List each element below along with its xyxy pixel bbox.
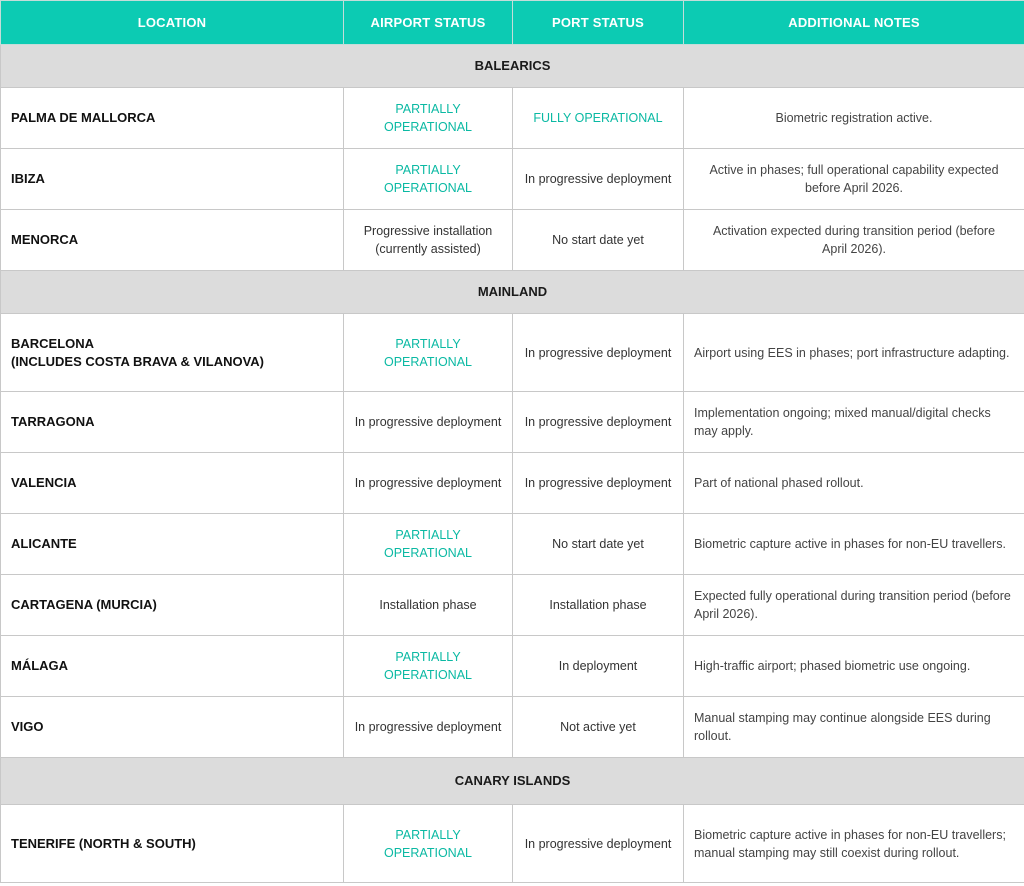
airport-status-cell: PARTIALLY OPERATIONAL <box>344 636 513 697</box>
airport-status-cell: PARTIALLY OPERATIONAL <box>344 88 513 149</box>
section-row-canary-islands <box>1 758 1024 805</box>
table-row <box>1 210 1024 271</box>
airport-status-cell: In progressive deployment <box>344 392 513 453</box>
column-header-additional-notes: ADDITIONAL NOTES <box>684 1 1024 45</box>
table-row <box>1 88 1024 149</box>
airport-status-cell: PARTIALLY OPERATIONAL <box>344 149 513 210</box>
port-status-cell: In deployment <box>513 636 684 697</box>
airport-status-cell: PARTIALLY OPERATIONAL <box>344 314 513 392</box>
port-status-cell: No start date yet <box>513 514 684 575</box>
airport-status-cell: PARTIALLY OPERATIONAL <box>344 514 513 575</box>
location-cell: VALENCIA <box>1 453 344 514</box>
section-heading: CANARY ISLANDS <box>1 758 1024 805</box>
location-cell <box>1 314 344 392</box>
column-header-location: LOCATION <box>1 1 344 45</box>
airport-status-cell: PARTIALLY OPERATIONAL <box>344 805 513 883</box>
table-row <box>1 636 1024 697</box>
location-cell: CARTAGENA (MURCIA) <box>1 575 344 636</box>
notes-cell: Airport using EES in phases; port infrastructure adapting. <box>684 314 1024 392</box>
table-row <box>1 149 1024 210</box>
location-cell: IBIZA <box>1 149 344 210</box>
notes-cell: Expected fully operational during transition period (before April 2026). <box>684 575 1024 636</box>
table-row <box>1 453 1024 514</box>
port-status-cell: Not active yet <box>513 697 684 758</box>
column-header-port-status: PORT STATUS <box>513 1 684 45</box>
port-status-cell: In progressive deployment <box>513 149 684 210</box>
location-cell: TARRAGONA <box>1 392 344 453</box>
port-status-cell: In progressive deployment <box>513 314 684 392</box>
location-cell: VIGO <box>1 697 344 758</box>
section-heading: BALEARICS <box>1 45 1024 88</box>
airport-status-cell: In progressive deployment <box>344 453 513 514</box>
port-status-cell: In progressive deployment <box>513 453 684 514</box>
notes-cell: Active in phases; full operational capability expected before April 2026. <box>684 149 1024 210</box>
table-header-row <box>1 1 1024 45</box>
notes-cell: High-traffic airport; phased biometric use ongoing. <box>684 636 1024 697</box>
section-row-mainland <box>1 271 1024 314</box>
notes-cell: Biometric capture active in phases for non-EU travellers; manual stamping may still coexist during rollout. <box>684 805 1024 883</box>
notes-cell: Part of national phased rollout. <box>684 453 1024 514</box>
table-row <box>1 392 1024 453</box>
table-row <box>1 805 1024 883</box>
table-row <box>1 314 1024 392</box>
section-heading: MAINLAND <box>1 271 1024 314</box>
location-cell: TENERIFE (NORTH & SOUTH) <box>1 805 344 883</box>
airport-status-cell: Progressive installation (currently assisted) <box>344 210 513 271</box>
notes-cell: Biometric registration active. <box>684 88 1024 149</box>
notes-cell: Implementation ongoing; mixed manual/digital checks may apply. <box>684 392 1024 453</box>
location-cell: ALICANTE <box>1 514 344 575</box>
port-status-cell: In progressive deployment <box>513 392 684 453</box>
port-status-cell: FULLY OPERATIONAL <box>513 88 684 149</box>
port-status-cell: In progressive deployment <box>513 805 684 883</box>
location-subtitle: (INCLUDES COSTA BRAVA & VILANOVA) <box>11 353 265 369</box>
location-cell: PALMA DE MALLORCA <box>1 88 344 149</box>
section-row-balearics <box>1 45 1024 88</box>
location-name: BARCELONA <box>11 335 95 351</box>
port-status-cell: Installation phase <box>513 575 684 636</box>
port-status-cell: No start date yet <box>513 210 684 271</box>
table-row <box>1 514 1024 575</box>
airport-status-cell: Installation phase <box>344 575 513 636</box>
table-row <box>1 697 1024 758</box>
location-cell: MENORCA <box>1 210 344 271</box>
location-cell: MÁLAGA <box>1 636 344 697</box>
column-header-airport-status: AIRPORT STATUS <box>344 1 513 45</box>
notes-cell: Biometric capture active in phases for non-EU travellers. <box>684 514 1024 575</box>
airport-status-cell: In progressive deployment <box>344 697 513 758</box>
notes-cell: Manual stamping may continue alongside EES during rollout. <box>684 697 1024 758</box>
table-row <box>1 575 1024 636</box>
notes-cell: Activation expected during transition period (before April 2026). <box>684 210 1024 271</box>
